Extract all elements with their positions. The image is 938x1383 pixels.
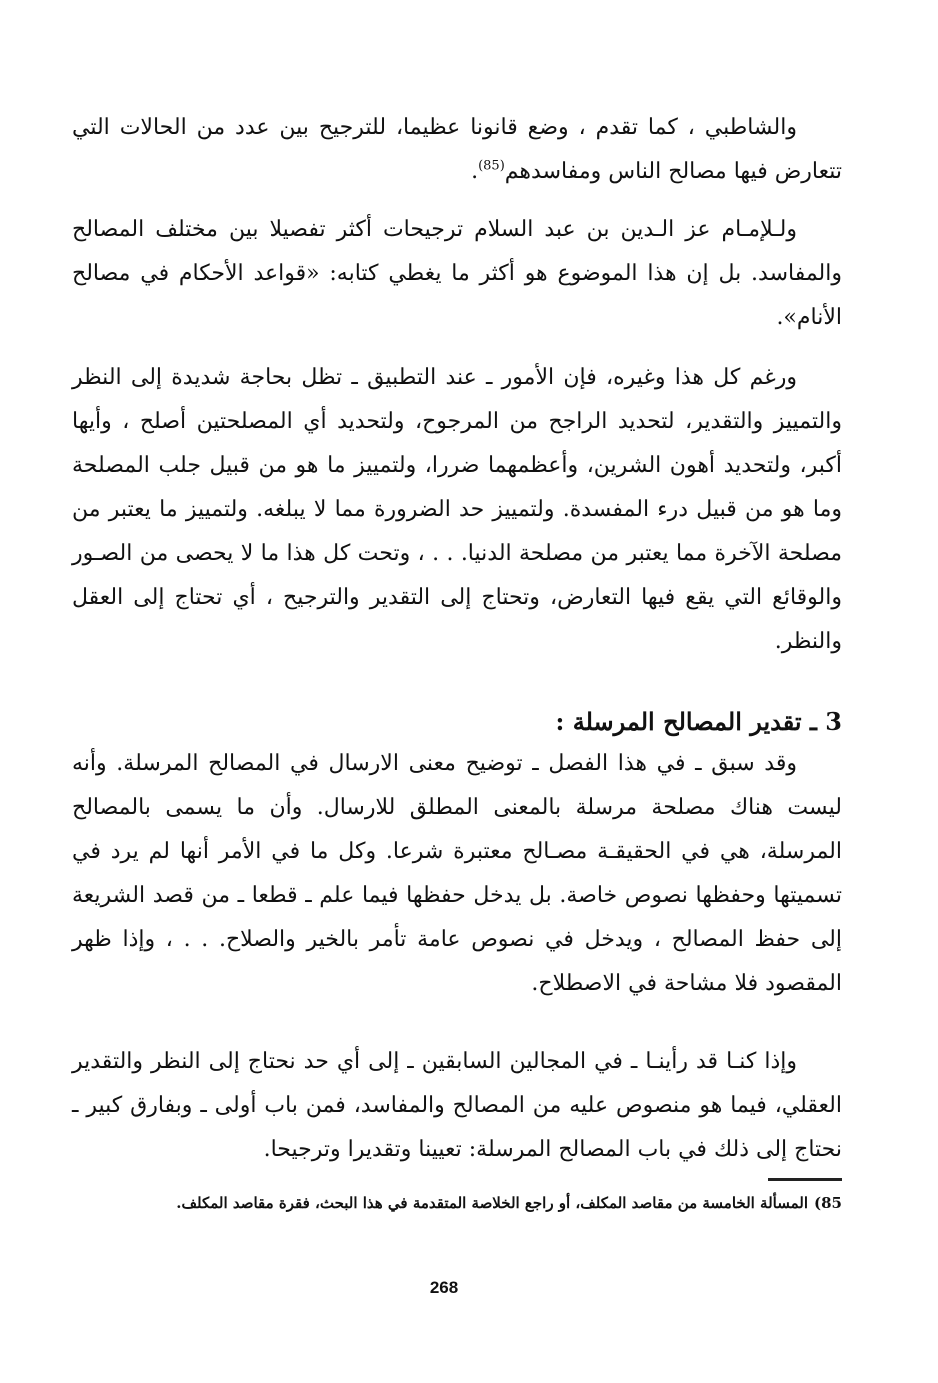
paragraph-2 <box>72 208 842 340</box>
paragraph-4 <box>72 742 842 1006</box>
paragraph-5-text: وإذا كنـا قد رأينـا ـ في المجالين السابقين ـ إلى أي حد نحتاج إلى النظر والتقدير العقلي، فيما هو منصوص عليه من المصالح والمفاسد، فمن باب أولى ـ وبفارق كبير ـ نحتاج إلى ذلك في باب المصالح المرسلة: تعيينا وتقديرا وترجيحا. <box>72 1049 842 1162</box>
footnote-divider <box>768 1178 842 1181</box>
paragraph-1-end: . <box>471 159 479 184</box>
footnote-number: 85) <box>814 1194 842 1212</box>
footnote-reference: (85) <box>478 158 505 174</box>
paragraph-3 <box>72 356 842 664</box>
page-number: 268 <box>429 1278 459 1297</box>
section-heading: 3 ـ تقدير المصالح المرسلة : <box>555 707 842 736</box>
footnote <box>72 1188 842 1218</box>
paragraph-4-text: وقد سبق ـ في هذا الفصل ـ توضيح معنى الارسال في المصالح المرسلة. وأنه ليست هناك مصلحة مرسلة بالمعنى المطلق للارسال. وأن ما يسمى بالمصالح المرسلة، هي في الحقيقـة مصـالح معتبرة شرعا. وكل ما في الأمر أنها لم يرد في تسميتها وحفظها نصوص خاصة. بل يدخل حفظها فيما علم ـ قطعا ـ من قصد الشريعة إلى حفظ المصالح ، ويدخل في نصوص عامة تأمر بالخير والصلاح. . . ، وإذا ظهر المقصود فلا مشاحة في الاصطلاح. <box>72 751 842 996</box>
paragraph-2-text: ولـلإمـام عز الـدين بن عبد السلام ترجيحات أكثر تفصيلا بين مختلف المصالح والمفاسد. بل إن هذا الموضوع هو أكثر ما يغطي كتابه: «قواعد الأحكام في مصالح الأنام». <box>72 217 842 330</box>
paragraph-1-text: والشاطبي ، كما تقدم ، وضع قانونا عظيما، للترجيح بين عدد من الحالات التي تتعارض فيها مصالح الناس ومفاسدهم <box>72 115 842 184</box>
paragraph-1 <box>72 106 842 194</box>
paragraph-3-text: ورغم كل هذا وغيره، فإن الأمور ـ عند التطبيق ـ تظل بحاجة شديدة إلى النظر والتمييز والتقدير، لتحديد الراجح من المرجوح، ولتحديد أي المصلحتين أصلح ، وأيها أكبر، ولتحديد أهون الشرين، وأعظمهما ضررا، ولتمييز ما هو من قبيل جلب المصلحة وما هو من قبيل درء المفسدة. ولتمييز حد الضرورة مما لا يبلغه. ولتمييز ما يعتبر من مصلحة الآخرة مما يعتبر من مصلحة الدنيا. . . ، وتحت كل هذا ما لا يحصى من الصـور والوقائع التي يقع فيها التعارض، وتحتاج إلى التقدير والترجيح ، أي تحتاج إلى العقل والنظر. <box>72 365 842 654</box>
paragraph-5 <box>72 1040 842 1172</box>
footnote-text: المسألة الخامسة من مقاصد المكلف، أو راجع الخلاصة المتقدمة في هذا البحث، فقرة مقاصد المكلف. <box>176 1194 809 1212</box>
